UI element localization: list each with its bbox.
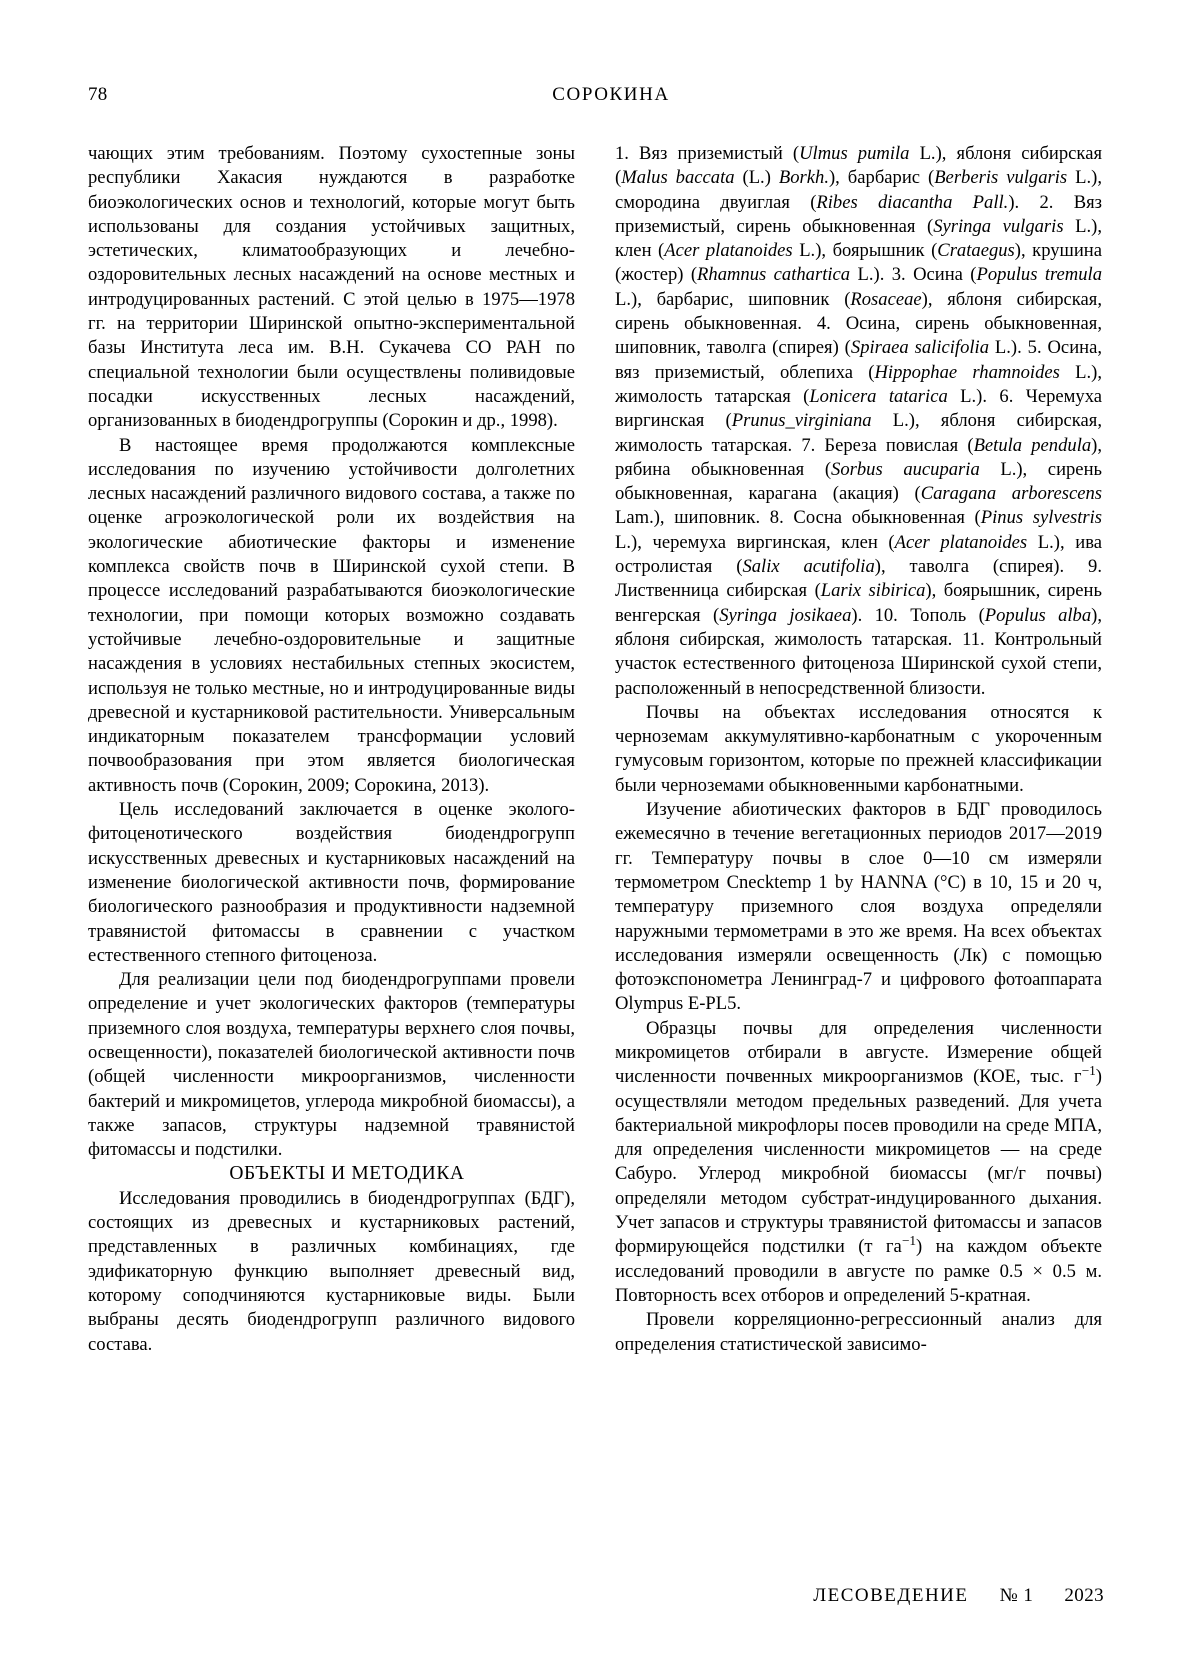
page-number: 78 <box>88 84 108 105</box>
text-run: L.). 5. Осина, вяз приземистый, облепиха ( <box>615 337 1102 383</box>
paragraph: Исследования проводились в биодендрогруппах (БДГ), состоящих из древесных и кустарниковых растений, представленных в различных комбинациях, где эдификаторную функцию выполняет древесный вид, которому соподчиняются кустарниковые виды. Были выбраны десять биодендрогрупп различного видового состава. <box>88 1187 575 1355</box>
species-binomial: Prunus_virginiana <box>731 410 872 432</box>
publication-year: 2023 <box>1064 1585 1104 1606</box>
species-binomial: Betula pendula <box>973 434 1092 456</box>
running-head <box>88 84 1104 114</box>
species-binomial: Berberis vulgaris <box>934 167 1068 189</box>
species-binomial: Sorbus aucuparia <box>831 458 980 480</box>
species-binomial: Pinus sylvestris <box>980 507 1102 529</box>
text-run: ), рябина обыкновенная ( <box>615 434 1103 480</box>
two-column-body <box>88 142 1104 1357</box>
paragraph: Почвы на объектах исследования относятся к черноземам аккумулятивно-карбонатным с укороченным гумусовым горизонтом, которые по прежней классификации были черноземами обыкновенными карбонатными. <box>615 701 1102 796</box>
text-run: ), крушина (жостер) ( <box>615 240 1103 286</box>
text-run: ), таволга (спирея). 9. Лиственница сибирская ( <box>615 556 1102 602</box>
page-footer <box>813 1585 1104 1607</box>
paragraph: В настоящее время продолжаются комплексные исследования по изучению устойчивости долголетних лесных насаждений различного видового состава, а также по оценке агроэкологической роли их воздействия на экологические абиотические факторы и изменение комплекса свойств почв в Ширинской сухой степи. В процессе исследований разрабатываются биоэкологические технологии, при помощи которых возможно создавать устойчивые лечебно-оздоровительные и защитные насаждения в условиях нестабильных степных экосистем, используя не только местные, но и интродуцированные виды древесной и кустарниковой растительности. Универсальным индикаторным показателем трансформации условий почвообразования при этом является биологическая активность почв (Сорокин, 2009; Сорокина, 2013). <box>88 434 575 796</box>
superscript-exponent: −1 <box>901 1233 917 1249</box>
species-binomial: Acer platanoides <box>664 240 793 262</box>
text-run: Lam.), шиповник. 8. Сосна обыкновенная ( <box>615 507 981 529</box>
species-binomial: Rhamnus cathartica <box>697 264 851 286</box>
paragraph: Цель исследований заключается в оценке эколого-фитоценотического воздействия биодендрогрупп искусственных древесных и кустарниковых насаждений на изменение биологической активности почв, формирование биологического разнообразия и продуктивности надземной травянистой фитомассы в сравнении с участком естественного степного фитоценоза. <box>88 799 575 966</box>
text-run: L.), смородина двуиглая ( <box>615 167 1102 213</box>
species-binomial: Rosaceae <box>850 288 922 310</box>
text-run: L.), клен ( <box>615 215 1102 262</box>
paragraph: Для реализации цели под биодендрогруппами провели определение и учет экологических факторов (температуры приземного слоя воздуха, температуры верхнего слоя почвы, освещенности), показателей биологической активности почв (общей численности микроорганизмов, численности бактерий и микромицетов, углерода микробной биомассы), а также запасов, структуры надземной травянистой фитомассы и подстилки. <box>88 969 575 1161</box>
text-run: L.). 6. Черемуха виргинская ( <box>615 385 1102 432</box>
text-run: ), яблоня сибирская, сирень обыкновенная. 4. Осина, сирень обыкновенная, шиповник, таволга (спирея) ( <box>615 288 1102 359</box>
left-column <box>88 142 575 1357</box>
paragraph: Изучение абиотических факторов в БДГ проводилось ежемесячно в течение вегетационных периодов 2017—2019 гг. Температуру почвы в слое 0—10 см измеряли термометром Cnecktemp 1 by HANNA (°С) в 10, 15 и 20 ч, температуру приземного слоя воздуха определяли наружными термометрами в это же время. На всех объектах исследования измеряли освещенность (Лк) с помощью фотоэкспонометра Ленинград-7 и цифрового фотоаппарата Olympus E-PL5. <box>615 799 1102 1015</box>
species-binomial: Acer platanoides <box>894 531 1028 553</box>
text-run: L.), жимолость татарская ( <box>615 361 1102 407</box>
right-column <box>615 142 1102 1357</box>
species-binomial: Syringa vulgaris <box>933 215 1064 237</box>
text-run: ), боярышник, сирень венгерская ( <box>615 580 1102 626</box>
text-run: L.), яблоня сибирская, жимолость татарская. 7. Береза повислая ( <box>615 410 1102 456</box>
text-run: ), яблоня сибирская, жимолость татарская. 11. Контрольный участок естественного фитоценоза Ширинской сухой степи, расположенный в непосредственной близости. <box>615 604 1102 699</box>
species-binomial: Salix acutifolia <box>742 556 875 578</box>
section-heading: ОБЪЕКТЫ И МЕТОДИКА <box>229 1163 465 1185</box>
running-title: СОРОКИНА <box>552 84 670 105</box>
species-binomial: Borkh. <box>778 167 829 189</box>
text-run: L.), ива остролистая ( <box>615 531 1103 578</box>
text-run: L.), яблоня сибирская ( <box>615 143 1102 189</box>
superscript-exponent: −1 <box>1081 1063 1096 1079</box>
text-run: ). 2. Вяз приземистый, сирень обыкновенная ( <box>615 191 1102 237</box>
text-run: L.). 3. Осина ( <box>850 264 977 286</box>
species-binomial: Ulmus pumila <box>799 143 910 164</box>
text-run: L.), черемуха виргинская, клен ( <box>615 531 895 553</box>
text-run: L.), сирень обыкновенная, карагана (акация) ( <box>615 458 1102 505</box>
paragraph <box>615 1017 1102 1309</box>
species-list-paragraph <box>615 142 1102 701</box>
text-run: ), барбарис ( <box>828 167 935 189</box>
text-run: ). 10. Тополь ( <box>851 604 985 626</box>
species-binomial: Populus tremula <box>976 264 1102 286</box>
species-binomial: Hippophae rhamnoides <box>874 361 1060 383</box>
species-binomial: Lonicera tatarica <box>809 385 948 407</box>
species-binomial: Spiraea salicifolia <box>850 337 990 359</box>
text-run: ) осуществляли методом предельных разведений. Для учета бактериальной микрофлоры посев проводили на среде МПА, для определения численности микромицетов — на среде Сабуро. Углерод микробной биомассы (мг/г почвы) определяли методом субстрат-индуцированного дыхания. Учет запасов и структуры травянистой фитомассы и запасов формирующейся подстилки (т га <box>615 1066 1102 1258</box>
text-run: Образцы почвы для определения численности микромицетов отбирали в августе. Измерение общей численности почвенных микроорганизмов (КОЕ, тыс. г <box>615 1017 1102 1088</box>
paragraph: Провели корреляционно-регрессионный анализ для определения статистической зависимо- <box>615 1309 1102 1355</box>
text-run: (L.) <box>734 167 779 189</box>
text-run: 1. Вяз приземистый ( <box>615 143 800 164</box>
paragraph: чающих этим требованиям. Поэтому сухостепные зоны республики Хакасия нуждаются в разработке биоэкологических основ и технологий, которые могут быть использованы для создания устойчивых защитных, эстетических, климатообразующих и лечебно-оздоровительных лесных насаждений на основе местных и интродуцированных растений. С этой целью в 1975—1978 гг. на территории Ширинской опытно-экспериментальной базы Института леса им. В.Н. Сукачева СО РАН по специальной технологии были осуществлены поливидовые посадки искусственных лесных насаждений, организованных в биодендрогруппы (Сорокин и др., 1998). <box>88 143 575 432</box>
issue-number: № 1 <box>999 1585 1034 1606</box>
species-binomial: Ribes diacantha Pall. <box>816 191 1009 213</box>
species-binomial: Larix sibirica <box>820 580 926 602</box>
species-binomial: Caragana arborescens <box>920 483 1102 505</box>
species-binomial: Populus alba <box>984 604 1092 626</box>
species-binomial: Syringa josikaea <box>719 604 852 626</box>
text-run: L.), боярышник ( <box>792 240 938 262</box>
species-binomial: Malus baccata <box>621 167 735 189</box>
text-run: ) на каждом объекте исследований проводили в августе по рамке 0.5 × 0.5 м. Повторность всех отборов и определений 5-кратная. <box>615 1236 1102 1306</box>
journal-name: ЛЕСОВЕДЕНИЕ <box>813 1585 969 1606</box>
text-run: L.), барбарис, шиповник ( <box>615 288 851 310</box>
species-binomial: Crataegus <box>937 240 1015 262</box>
